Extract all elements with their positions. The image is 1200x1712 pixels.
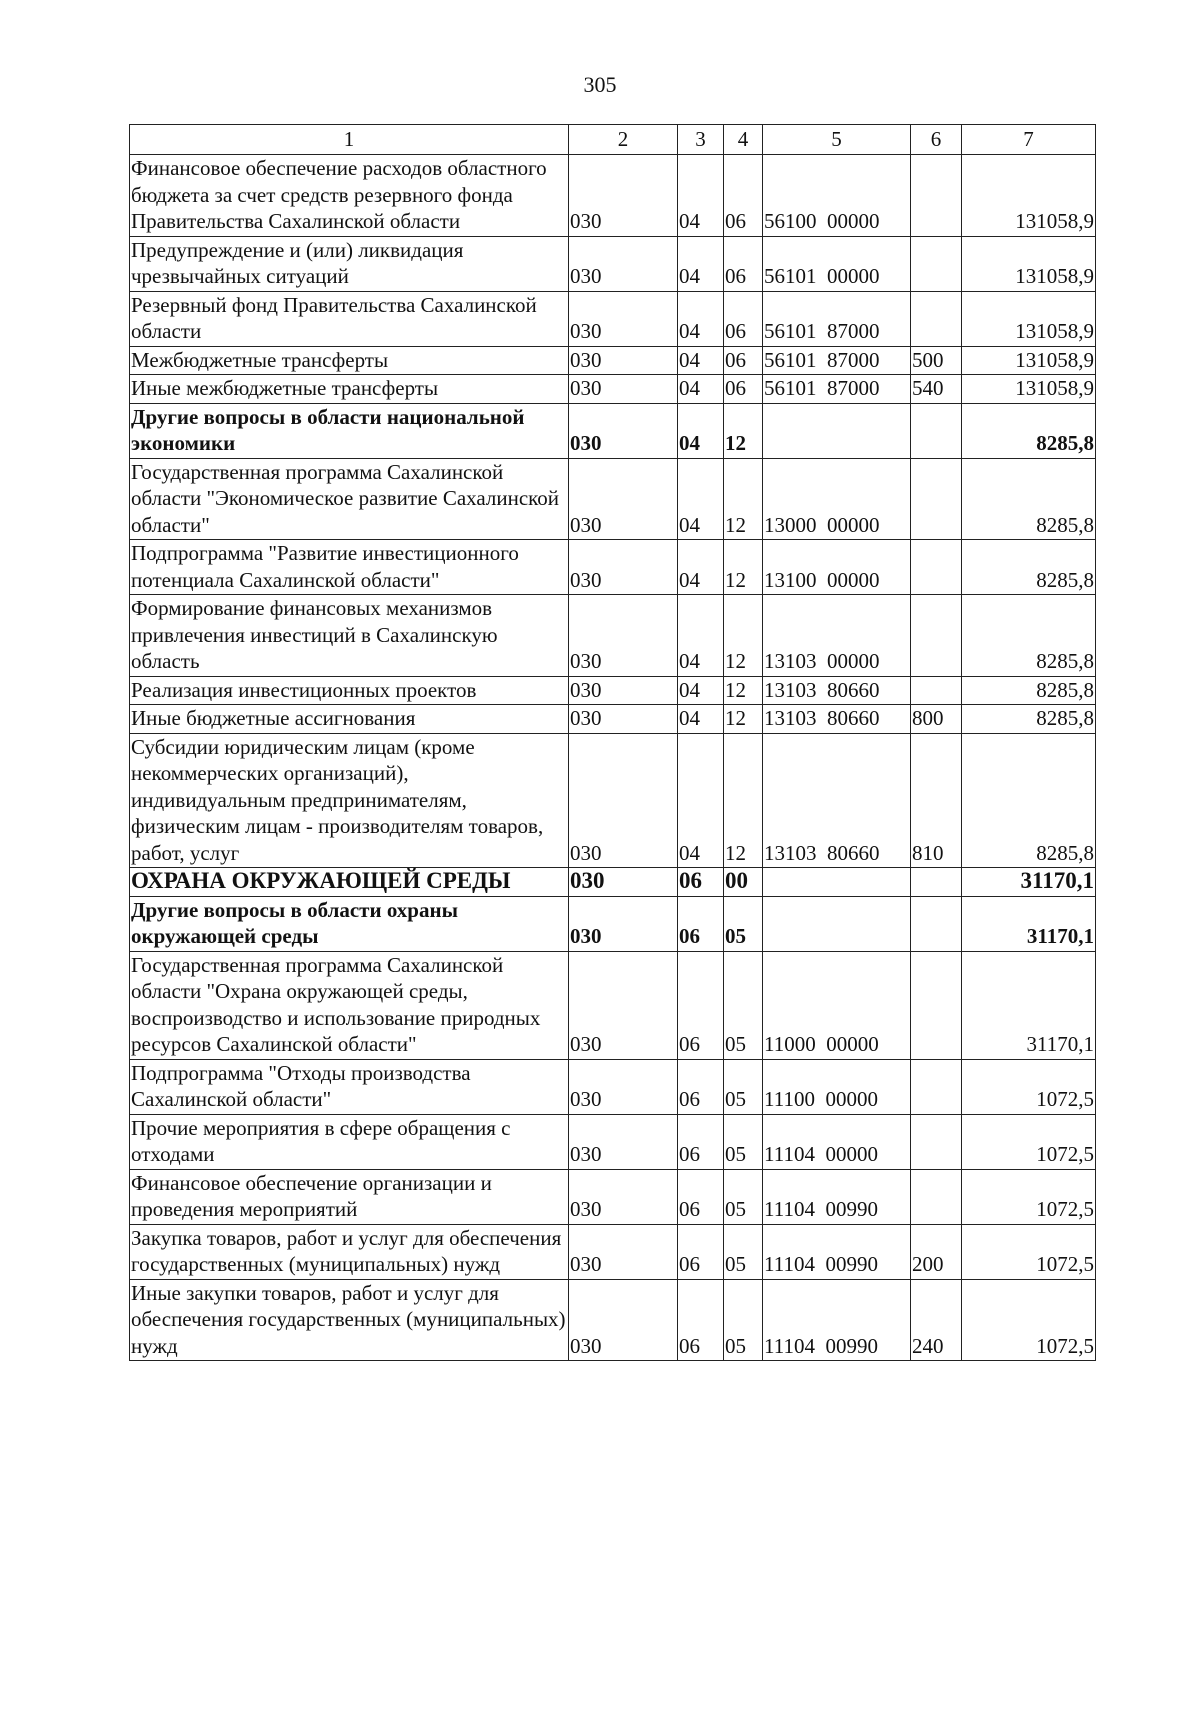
header-col-5: 5 [763,125,911,155]
amount-cell: 131058,9 [962,375,1096,404]
target-article-code-cell: 13103 00000 [763,595,911,677]
table-row [130,375,1096,404]
amount-cell: 1072,5 [962,1279,1096,1361]
subsection-code-cell: 06 [724,155,763,237]
table-row [130,403,1096,458]
target-article-code-cell [763,403,911,458]
admin-code-cell: 030 [569,375,678,404]
subsection-code-cell: 05 [724,1279,763,1361]
table-row [130,1059,1096,1114]
target-article-code-cell: 56100 00000 [763,155,911,237]
subsection-code-cell: 12 [724,595,763,677]
item-name-cell: Другие вопросы в области охраны окружающей среды [130,896,569,951]
target-article-code-cell: 56101 00000 [763,236,911,291]
table-row [130,540,1096,595]
amount-cell: 1072,5 [962,1169,1096,1224]
target-article-code-cell: 11104 00990 [763,1169,911,1224]
subsection-code-cell: 12 [724,676,763,705]
section-code-cell: 04 [678,236,724,291]
table-row [130,1224,1096,1279]
section-code-cell: 04 [678,291,724,346]
header-col-1: 1 [130,125,569,155]
table-row [130,236,1096,291]
subsection-code-cell: 12 [724,540,763,595]
target-article-code-cell: 13103 80660 [763,676,911,705]
item-name-cell: ОХРАНА ОКРУЖАЮЩЕЙ СРЕДЫ [130,868,569,897]
item-name-cell: Иные закупки товаров, работ и услуг для обеспечения государственных (муниципальных) нужд [130,1279,569,1361]
section-code-cell: 06 [678,951,724,1059]
table-row [130,676,1096,705]
item-name-cell: Резервный фонд Правительства Сахалинской области [130,291,569,346]
target-article-code-cell [763,896,911,951]
section-code-cell: 04 [678,733,724,868]
expense-type-code-cell [911,155,962,237]
expense-type-code-cell: 800 [911,705,962,734]
admin-code-cell: 030 [569,346,678,375]
target-article-code-cell [763,868,911,897]
admin-code-cell: 030 [569,540,678,595]
item-name-cell: Другие вопросы в области национальной экономики [130,403,569,458]
amount-cell: 8285,8 [962,458,1096,540]
expense-type-code-cell: 200 [911,1224,962,1279]
expense-type-code-cell [911,595,962,677]
section-code-cell: 06 [678,1224,724,1279]
subsection-code-cell: 12 [724,403,763,458]
target-article-code-cell: 56101 87000 [763,291,911,346]
target-article-code-cell: 56101 87000 [763,375,911,404]
table-row [130,705,1096,734]
admin-code-cell: 030 [569,951,678,1059]
header-col-4: 4 [724,125,763,155]
amount-cell: 131058,9 [962,236,1096,291]
section-code-cell: 06 [678,896,724,951]
amount-cell: 131058,9 [962,346,1096,375]
subsection-code-cell: 00 [724,868,763,897]
target-article-code-cell: 11100 00000 [763,1059,911,1114]
table-row [130,733,1096,868]
target-article-code-cell: 11104 00990 [763,1224,911,1279]
admin-code-cell: 030 [569,236,678,291]
expense-type-code-cell [911,676,962,705]
amount-cell: 1072,5 [962,1224,1096,1279]
expense-type-code-cell [911,540,962,595]
section-code-cell: 04 [678,705,724,734]
expense-type-code-cell: 810 [911,733,962,868]
target-article-code-cell: 11000 00000 [763,951,911,1059]
section-code-cell: 04 [678,375,724,404]
expense-type-code-cell: 500 [911,346,962,375]
subsection-code-cell: 05 [724,1114,763,1169]
admin-code-cell: 030 [569,1114,678,1169]
expense-type-code-cell [911,403,962,458]
subsection-code-cell: 06 [724,236,763,291]
item-name-cell: Подпрограмма "Развитие инвестиционного потенциала Сахалинской области" [130,540,569,595]
amount-cell: 1072,5 [962,1114,1096,1169]
section-code-cell: 06 [678,1059,724,1114]
amount-cell: 8285,8 [962,733,1096,868]
admin-code-cell: 030 [569,1059,678,1114]
expense-type-code-cell [911,1114,962,1169]
table-row [130,155,1096,237]
subsection-code-cell: 06 [724,346,763,375]
table-row [130,458,1096,540]
amount-cell: 8285,8 [962,705,1096,734]
target-article-code-cell: 56101 87000 [763,346,911,375]
table-body [130,155,1096,1361]
section-code-cell: 06 [678,1169,724,1224]
item-name-cell: Государственная программа Сахалинской области "Охрана окружающей среды, воспроизводство и использование природных ресурсов Сахалинской области" [130,951,569,1059]
item-name-cell: Формирование финансовых механизмов привлечения инвестиций в Сахалинскую область [130,595,569,677]
item-name-cell: Предупреждение и (или) ликвидация чрезвычайных ситуаций [130,236,569,291]
expense-type-code-cell [911,868,962,897]
table-row [130,1279,1096,1361]
expense-type-code-cell [911,896,962,951]
amount-cell: 1072,5 [962,1059,1096,1114]
amount-cell: 31170,1 [962,951,1096,1059]
admin-code-cell: 030 [569,458,678,540]
table-row [130,896,1096,951]
table-row [130,868,1096,897]
section-code-cell: 04 [678,676,724,705]
subsection-code-cell: 05 [724,1224,763,1279]
section-code-cell: 04 [678,155,724,237]
expense-type-code-cell [911,236,962,291]
amount-cell: 8285,8 [962,595,1096,677]
page-number: 305 [583,72,617,97]
expense-type-code-cell [911,458,962,540]
table-row [130,1169,1096,1224]
amount-cell: 31170,1 [962,896,1096,951]
target-article-code-cell: 11104 00000 [763,1114,911,1169]
expense-type-code-cell [911,1169,962,1224]
item-name-cell: Финансовое обеспечение организации и проведения мероприятий [130,1169,569,1224]
target-article-code-cell: 13100 00000 [763,540,911,595]
header-col-6: 6 [911,125,962,155]
item-name-cell: Иные межбюджетные трансферты [130,375,569,404]
item-name-cell: Финансовое обеспечение расходов областного бюджета за счет средств резервного фонда Правительства Сахалинской области [130,155,569,237]
subsection-code-cell: 12 [724,733,763,868]
expense-type-code-cell [911,1059,962,1114]
expense-type-code-cell [911,951,962,1059]
subsection-code-cell: 05 [724,951,763,1059]
item-name-cell: Субсидии юридическим лицам (кроме некоммерческих организаций), индивидуальным предпринимателям, физическим лицам - производителям товаров, работ, услуг [130,733,569,868]
subsection-code-cell: 05 [724,1169,763,1224]
header-col-3: 3 [678,125,724,155]
item-name-cell: Подпрограмма "Отходы производства Сахалинской области" [130,1059,569,1114]
expense-type-code-cell: 240 [911,1279,962,1361]
item-name-cell: Межбюджетные трансферты [130,346,569,375]
table-row [130,951,1096,1059]
admin-code-cell: 030 [569,403,678,458]
header-col-7: 7 [962,125,1096,155]
admin-code-cell: 030 [569,676,678,705]
header-col-2: 2 [569,125,678,155]
expense-type-code-cell [911,291,962,346]
section-code-cell: 06 [678,1114,724,1169]
item-name-cell: Реализация инвестиционных проектов [130,676,569,705]
subsection-code-cell: 06 [724,291,763,346]
target-article-code-cell: 13103 80660 [763,705,911,734]
section-code-cell: 06 [678,1279,724,1361]
amount-cell: 8285,8 [962,403,1096,458]
expense-type-code-cell: 540 [911,375,962,404]
target-article-code-cell: 13103 80660 [763,733,911,868]
target-article-code-cell: 13000 00000 [763,458,911,540]
amount-cell: 131058,9 [962,155,1096,237]
subsection-code-cell: 12 [724,705,763,734]
section-code-cell: 06 [678,868,724,897]
item-name-cell: Государственная программа Сахалинской области "Экономическое развитие Сахалинской области" [130,458,569,540]
item-name-cell: Иные бюджетные ассигнования [130,705,569,734]
admin-code-cell: 030 [569,1279,678,1361]
subsection-code-cell: 12 [724,458,763,540]
section-code-cell: 04 [678,595,724,677]
amount-cell: 31170,1 [962,868,1096,897]
subsection-code-cell: 06 [724,375,763,404]
target-article-code-cell: 11104 00990 [763,1279,911,1361]
subsection-code-cell: 05 [724,896,763,951]
amount-cell: 131058,9 [962,291,1096,346]
budget-table [129,124,1096,1361]
table-row [130,1114,1096,1169]
admin-code-cell: 030 [569,896,678,951]
section-code-cell: 04 [678,403,724,458]
subsection-code-cell: 05 [724,1059,763,1114]
table-row [130,291,1096,346]
section-code-cell: 04 [678,540,724,595]
item-name-cell: Закупка товаров, работ и услуг для обеспечения государственных (муниципальных) нужд [130,1224,569,1279]
section-code-cell: 04 [678,458,724,540]
table-header-row [130,125,1096,155]
admin-code-cell: 030 [569,1224,678,1279]
admin-code-cell: 030 [569,705,678,734]
admin-code-cell: 030 [569,595,678,677]
admin-code-cell: 030 [569,733,678,868]
section-code-cell: 04 [678,346,724,375]
admin-code-cell: 030 [569,155,678,237]
amount-cell: 8285,8 [962,540,1096,595]
table-row [130,346,1096,375]
admin-code-cell: 030 [569,1169,678,1224]
admin-code-cell: 030 [569,291,678,346]
item-name-cell: Прочие мероприятия в сфере обращения с отходами [130,1114,569,1169]
amount-cell: 8285,8 [962,676,1096,705]
table-row [130,595,1096,677]
admin-code-cell: 030 [569,868,678,897]
